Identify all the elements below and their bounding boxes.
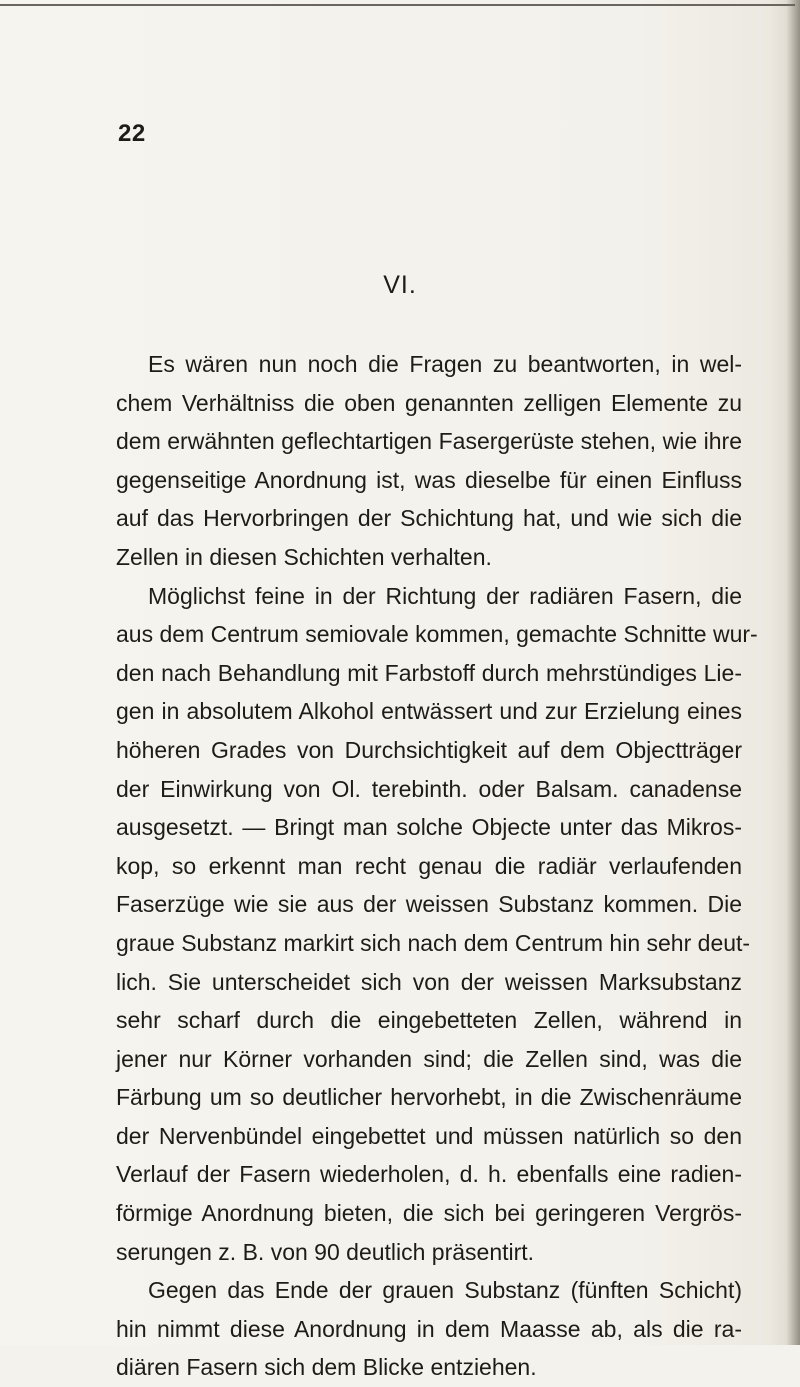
text-line: der Nervenbündel eingebettet und müssen natürlich so den bbox=[116, 1122, 742, 1149]
text-line: ausgesetzt. — Bringt man solche Objecte unter das Mikros- bbox=[116, 814, 742, 841]
text-line: dem erwähnten geflechtartigen Fasergerüste stehen, wie ihre bbox=[116, 428, 742, 455]
text-line: jener nur Körner vorhanden sind; die Zellen sind, was die bbox=[116, 1045, 742, 1072]
text-line: hin nimmt diese Anordnung in dem Maasse ab, als die ra- bbox=[116, 1315, 742, 1342]
text-line: Gegen das Ende der grauen Substanz (fünften Schicht) bbox=[148, 1277, 742, 1304]
text-line: der Einwirkung von Ol. terebinth. oder Balsam. canadense bbox=[116, 775, 742, 802]
text-line: förmige Anordnung bieten, die sich bei geringeren Vergrös- bbox=[116, 1200, 742, 1227]
text-line: höheren Grades von Durchsichtigkeit auf dem Objectträger bbox=[116, 736, 742, 763]
top-edge-rule bbox=[0, 4, 795, 6]
text-line: lich. Sie unterscheidet sich von der weissen Marksubstanz bbox=[116, 968, 742, 995]
text-line: graue Substanz markirt sich nach dem Centrum hin sehr deut- bbox=[116, 929, 751, 956]
page-binding-shadow bbox=[786, 0, 800, 1345]
text-line: aus dem Centrum semiovale kommen, gemachte Schnitte wur- bbox=[116, 621, 758, 648]
text-line: Zellen in diesen Schichten verhalten. bbox=[116, 543, 492, 570]
text-line: Es wären nun noch die Fragen zu beantworten, in wel- bbox=[148, 351, 742, 377]
text-line: serungen z. B. von 90 deutlich präsentirt. bbox=[116, 1238, 535, 1265]
page-number: 22 bbox=[118, 120, 146, 147]
text-line: Faserzüge wie sie aus der weissen Substanz kommen. Die bbox=[116, 891, 742, 918]
text-line: auf das Hervorbringen der Schichtung hat, und wie sich die bbox=[116, 505, 742, 532]
text-line: Färbung um so deutlicher hervorhebt, in die Zwischenräume bbox=[116, 1084, 742, 1111]
text-line: sehr scharf durch die eingebetteten Zellen, während in bbox=[116, 1007, 742, 1034]
text-line: gegenseitige Anordnung ist, was dieselbe für einen Einfluss bbox=[116, 466, 742, 493]
text-line: Verlauf der Fasern wiederholen, d. h. ebenfalls eine radien- bbox=[116, 1161, 742, 1188]
text-line: gen in absolutem Alkohol entwässert und zur Erzielung eines bbox=[116, 698, 742, 725]
body-text bbox=[116, 345, 758, 1387]
text-line: diären Fasern sich dem Blicke entziehen. bbox=[116, 1354, 537, 1381]
text-line: chem Verhältniss die oben genannten zelligen Elemente zu bbox=[116, 389, 742, 416]
text-line: den nach Behandlung mit Farbstoff durch mehrstündiges Lie- bbox=[116, 659, 742, 686]
section-heading: VI. bbox=[383, 271, 417, 299]
text-line: Möglichst feine in der Richtung der radiären Fasern, die bbox=[148, 582, 742, 609]
text-line: kop, so erkennt man recht genau die radiär verlaufenden bbox=[116, 852, 742, 879]
